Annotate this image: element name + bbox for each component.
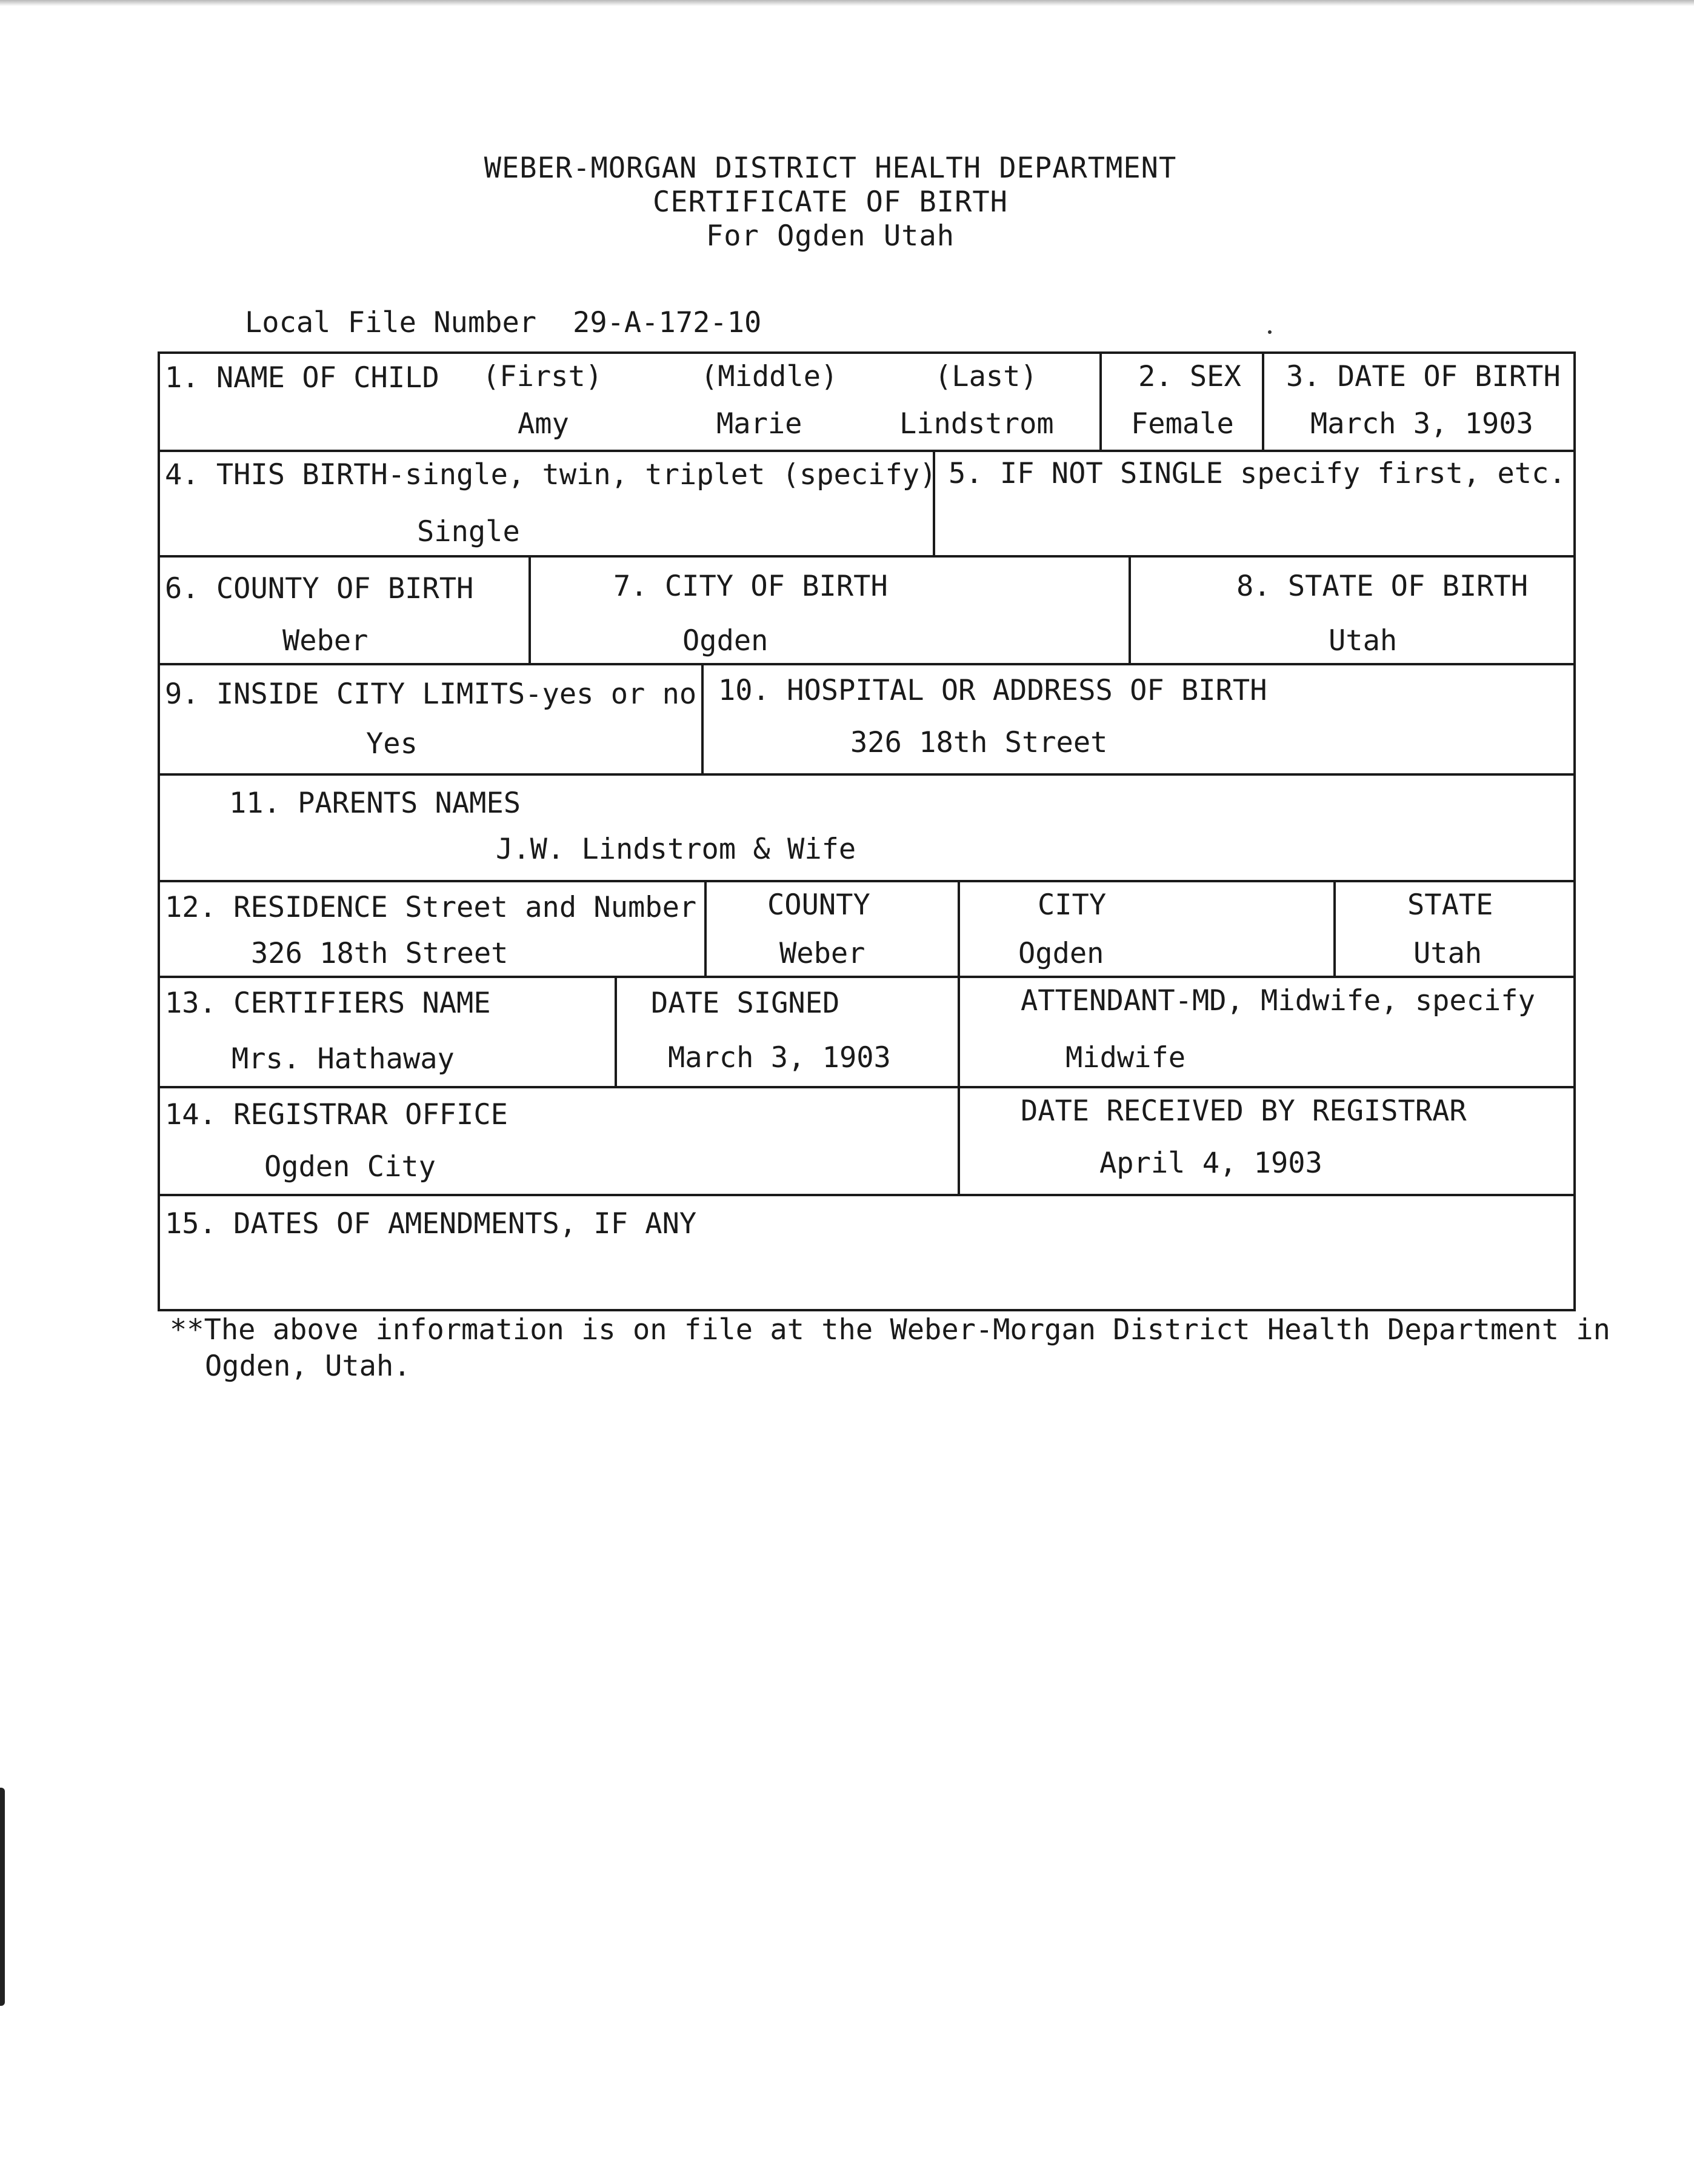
file-number-label: Local File Number [245, 306, 537, 339]
county-of-birth-cell [160, 558, 529, 663]
registrar-office-label: 14. REGISTRAR OFFICE [165, 1098, 508, 1131]
amendments-cell [160, 1196, 1573, 1309]
residence-state-cell [1333, 882, 1573, 976]
residence-city-value: Ogden [1018, 937, 1104, 970]
residence-county-label: COUNTY [767, 888, 870, 922]
residence-state-value: Utah [1413, 937, 1482, 970]
inside-city-limits-cell [160, 665, 701, 773]
first-name-label: (First) [482, 360, 603, 393]
scan-edge-top [0, 0, 1694, 6]
state-of-birth-label: 8. STATE OF BIRTH [1236, 570, 1529, 603]
parents-names-value: J.W. Lindstrom & Wife [496, 833, 856, 866]
last-name-label: (Last) [935, 360, 1038, 393]
form-row-4 [160, 665, 1573, 776]
name-of-child-label: 1. NAME OF CHILD [165, 361, 439, 395]
speck-mark [1268, 330, 1272, 334]
state-of-birth-value: Utah [1329, 624, 1398, 658]
city-of-birth-label: 7. CITY OF BIRTH [613, 570, 888, 603]
this-birth-value: Single [417, 515, 520, 548]
date-signed-label: DATE SIGNED [651, 987, 840, 1020]
if-not-single-label: 5. IF NOT SINGLE specify first, etc. [949, 457, 1566, 490]
footnote-line-2: Ogden, Utah. [205, 1350, 411, 1383]
sex-label: 2. SEX [1138, 360, 1241, 393]
form-row-1 [160, 354, 1573, 452]
form-row-9 [160, 1196, 1573, 1309]
middle-name-label: (Middle) [701, 360, 838, 393]
residence-county-value: Weber [779, 937, 865, 970]
city-of-birth-cell [529, 558, 1129, 663]
parents-names-label: 11. PARENTS NAMES [229, 787, 521, 820]
if-not-single-cell [933, 452, 1573, 555]
certifier-name-cell [160, 978, 615, 1086]
file-number-value: 29-A-172-10 [573, 306, 762, 339]
local-file-number [245, 306, 761, 339]
document-header [0, 151, 1661, 253]
first-name-value: Amy [518, 407, 569, 441]
residence-street-label: 12. RESIDENCE Street and Number [165, 891, 697, 924]
parents-names-cell [160, 776, 1573, 880]
attendant-label: ATTENDANT-MD, Midwife, specify [1021, 984, 1535, 1017]
scan-edge-left [0, 1788, 5, 2006]
attendant-value: Midwife [1065, 1041, 1186, 1074]
registrar-office-value: Ogden City [264, 1150, 436, 1184]
date-of-birth-cell [1262, 354, 1573, 450]
birth-certificate-form [158, 351, 1576, 1311]
inside-city-limits-label: 9. INSIDE CITY LIMITS-yes or no [165, 678, 697, 711]
county-of-birth-value: Weber [282, 624, 368, 658]
date-of-birth-value: March 3, 1903 [1310, 407, 1533, 441]
footnote-line-1: **The above information is on file at the Weber-Morgan District Health Department in [170, 1313, 1610, 1347]
residence-city-cell [958, 882, 1333, 976]
footnote [170, 1312, 1610, 1385]
form-row-8 [160, 1088, 1573, 1196]
sex-value: Female [1131, 407, 1234, 441]
last-name-value: Lindstrom [899, 407, 1054, 441]
date-signed-value: March 3, 1903 [668, 1041, 891, 1074]
amendments-label: 15. DATES OF AMENDMENTS, IF ANY [165, 1207, 697, 1240]
attendant-cell [958, 978, 1573, 1086]
form-row-2 [160, 452, 1573, 558]
sex-cell [1099, 354, 1262, 450]
form-row-5 [160, 776, 1573, 882]
state-of-birth-cell [1129, 558, 1573, 663]
inside-city-limits-value: Yes [366, 727, 418, 761]
residence-street-value: 326 18th Street [251, 937, 509, 970]
date-signed-cell [615, 978, 958, 1086]
date-of-birth-label: 3. DATE OF BIRTH [1286, 360, 1561, 393]
registrar-office-cell [160, 1088, 958, 1194]
form-row-3 [160, 558, 1573, 665]
certifier-name-label: 13. CERTIFIERS NAME [165, 987, 491, 1020]
date-received-cell [958, 1088, 1573, 1194]
certificate-title: CERTIFICATE OF BIRTH [653, 185, 1008, 219]
name-of-child-cell [160, 354, 1099, 450]
this-birth-label: 4. THIS BIRTH-single, twin, triplet (specify) [165, 458, 937, 491]
residence-county-cell [704, 882, 958, 976]
form-row-7 [160, 978, 1573, 1088]
middle-name-value: Marie [716, 407, 802, 441]
hospital-address-label: 10. HOSPITAL OR ADDRESS OF BIRTH [718, 674, 1267, 707]
county-of-birth-label: 6. COUNTY OF BIRTH [165, 572, 474, 605]
department-title: WEBER-MORGAN DISTRICT HEALTH DEPARTMENT [484, 151, 1177, 185]
residence-street-cell [160, 882, 704, 976]
date-received-label: DATE RECEIVED BY REGISTRAR [1021, 1094, 1467, 1128]
certificate-subtitle: For Ogden Utah [705, 219, 955, 253]
residence-state-label: STATE [1407, 888, 1493, 922]
form-row-6 [160, 882, 1573, 978]
hospital-address-cell [701, 665, 1573, 773]
city-of-birth-value: Ogden [682, 624, 769, 658]
hospital-address-value: 326 18th Street [850, 726, 1108, 759]
residence-city-label: CITY [1038, 888, 1107, 922]
this-birth-cell [160, 452, 937, 555]
date-received-value: April 4, 1903 [1099, 1147, 1322, 1180]
certifier-name-value: Mrs. Hathaway [232, 1042, 455, 1076]
